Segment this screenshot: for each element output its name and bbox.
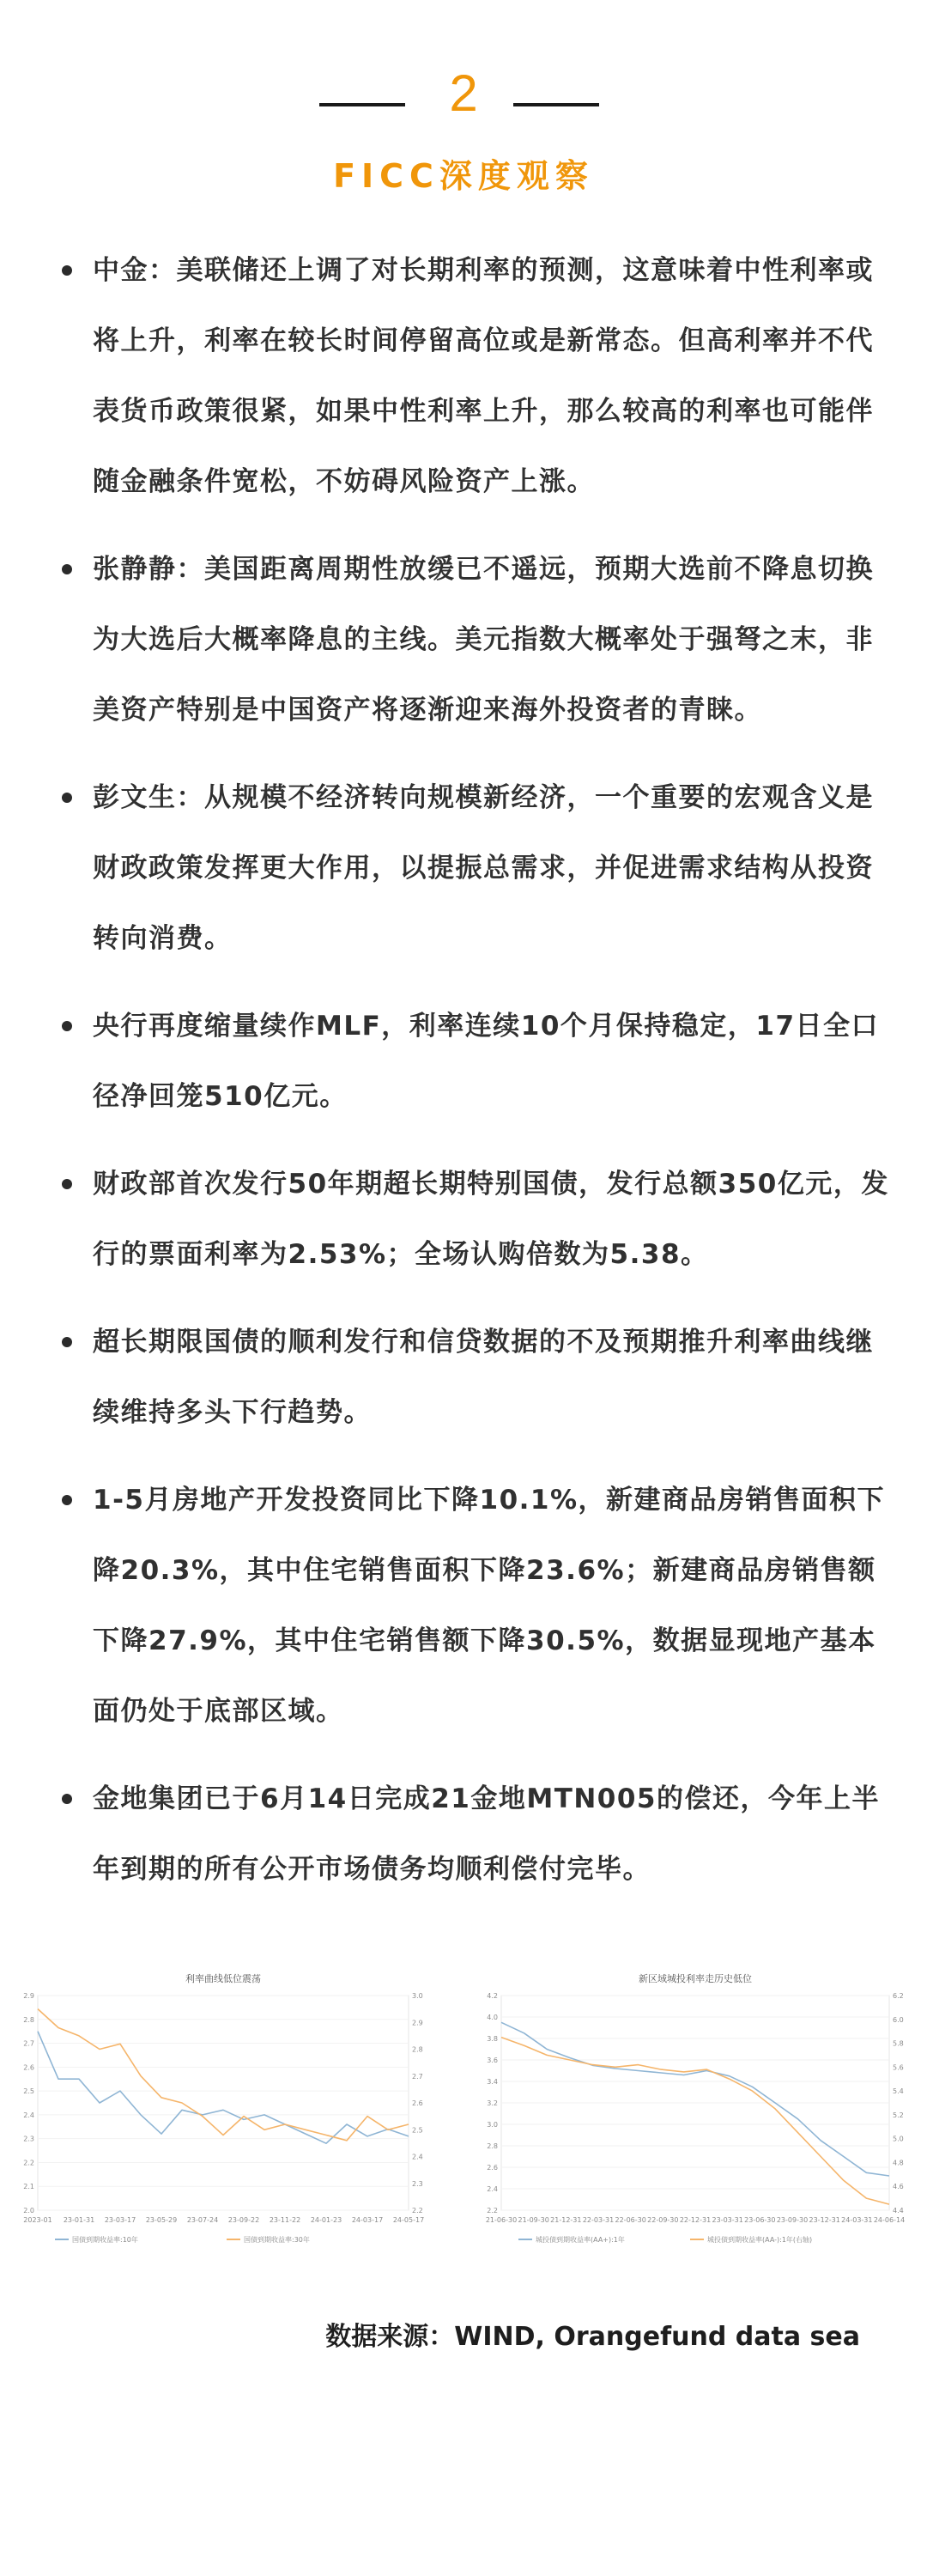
y-left-tick-label: 2.6: [23, 2063, 34, 2072]
list-item: [60, 1764, 893, 1905]
list-item-text: 超长期限国债的顺利发行和信贷数据的不及预期推升利率曲线继续维持多头下行趋势。: [93, 1327, 874, 1428]
x-tick-label: 23-07-24: [186, 2216, 219, 2224]
y-left-tick-label: 3.4: [487, 2078, 498, 2086]
y-left-tick-label: 2.1: [23, 2183, 34, 2191]
list-item: [60, 1465, 893, 1747]
plot-area: [38, 1996, 409, 2210]
y-left-tick-label: 2.2: [23, 2159, 34, 2167]
x-tick-label: 24-03-31: [841, 2216, 873, 2224]
bullet-icon: [62, 1794, 72, 1804]
y-left-tick-label: 2.0: [23, 2207, 34, 2215]
section-title: FICC深度观察: [333, 157, 594, 195]
y-right-tick-label: 4.4: [893, 2207, 904, 2215]
y-left-tick-label: 2.4: [487, 2185, 498, 2193]
y-left-tick-label: 2.2: [487, 2207, 498, 2215]
legend-label: 城投债到期收益率(AA-):1年(右轴): [707, 2236, 813, 2244]
list-item-text: 1-5月房地产开发投资同比下降10.1%，新建商品房销售面积下降20.3%，其中住宅销售面积下降23.6%；新建商品房销售额下降27.9%，其中住宅销售额下降30.5%，数据显现地产基本面仍处于底部区域。: [93, 1485, 886, 1727]
list-item: [60, 235, 893, 517]
chart-chengtou-rate: [472, 1966, 918, 2258]
x-tick-label: 24-06-14: [873, 2216, 906, 2224]
x-tick-label: 22-09-30: [647, 2216, 679, 2224]
series-line: [501, 2022, 889, 2176]
x-tick-label: 23-09-22: [227, 2216, 260, 2224]
x-tick-label: 22-03-31: [582, 2216, 615, 2224]
bullet-icon: [62, 265, 72, 276]
x-tick-label: 23-03-17: [104, 2216, 136, 2224]
list-item: [60, 534, 893, 745]
x-tick-label: 23-01-31: [63, 2216, 95, 2224]
y-right-tick-label: 2.4: [412, 2153, 423, 2161]
y-left-tick-label: 2.8: [487, 2142, 498, 2150]
y-left-tick-label: 2.5: [23, 2087, 34, 2096]
y-left-tick-label: 3.2: [487, 2099, 498, 2107]
y-right-tick-label: 5.4: [893, 2087, 904, 2096]
section-header: [0, 60, 927, 120]
list-item-text: 中金：美联储还上调了对长期利率的预测，这意味着中性利率或将上升，利率在较长时间停留高位或是新常态。但高利率并不代表货币政策很紧，如果中性利率上升，那么较高的利率也可能伴随金融条件宽松，不妨碍风险资产上涨。: [93, 255, 874, 497]
y-left-tick-label: 2.4: [23, 2111, 34, 2119]
list-item: [60, 1307, 893, 1448]
y-right-tick-label: 2.8: [412, 2045, 423, 2054]
legend-label: 国债到期收益率:30年: [244, 2236, 310, 2244]
y-right-tick-label: 3.0: [412, 1992, 423, 2000]
list-item: [60, 991, 893, 1132]
y-left-tick-label: 3.8: [487, 2035, 498, 2043]
y-right-tick-label: 5.8: [893, 2039, 904, 2048]
y-right-tick-label: 2.6: [412, 2099, 423, 2107]
y-left-tick-label: 2.6: [487, 2164, 498, 2172]
x-tick-label: 23-12-31: [809, 2216, 840, 2224]
bullet-icon: [62, 1495, 72, 1505]
news-list: [60, 235, 893, 1922]
chart-chengtou-rate-svg: [472, 1966, 918, 2258]
legend-label: 城投债到期收益率(AA+):1年: [536, 2236, 625, 2244]
legend-label: 国债到期收益率:10年: [72, 2236, 138, 2244]
bullet-icon: [62, 564, 72, 574]
y-left-tick-label: 3.0: [487, 2121, 498, 2129]
y-right-tick-label: 5.6: [893, 2063, 904, 2072]
x-tick-label: 24-05-17: [392, 2216, 425, 2224]
x-tick-label: 22-12-31: [679, 2216, 712, 2224]
bullet-icon: [62, 1021, 72, 1031]
list-item: [60, 762, 893, 974]
y-right-tick-label: 2.7: [412, 2072, 423, 2081]
y-right-tick-label: 6.0: [893, 2015, 904, 2024]
y-right-tick-label: 5.2: [893, 2111, 904, 2119]
x-tick-label: 24-01-23: [310, 2216, 342, 2224]
x-tick-label: 23-06-30: [744, 2216, 776, 2224]
y-right-tick-label: 2.9: [412, 2019, 423, 2027]
y-right-tick-label: 6.2: [893, 1992, 904, 2000]
x-tick-label: 23-05-29: [145, 2216, 178, 2224]
y-left-tick-label: 2.3: [23, 2135, 34, 2143]
bullet-icon: [62, 1179, 72, 1189]
list-item-text: 张静静：美国距离周期性放缓已不遥远，预期大选前不降息切换为大选后大概率降息的主线。美元指数大概率处于强弩之末，非美资产特别是中国资产将逐渐迎来海外投资者的青睐。: [93, 554, 874, 726]
y-right-tick-label: 4.8: [893, 2159, 904, 2167]
chart-rate-curve-svg: [9, 1966, 438, 2258]
header-divider-right: [513, 103, 599, 106]
list-item: [60, 1149, 893, 1290]
list-item-text: 央行再度缩量续作MLF，利率连续10个月保持稳定，17日全口径净回笼510亿元。: [93, 1011, 880, 1112]
chart-title: 新区域城投利率走历史低位: [639, 1973, 752, 1984]
y-left-tick-label: 4.2: [487, 1992, 498, 2000]
series-line: [501, 2038, 889, 2205]
bullet-icon: [62, 793, 72, 803]
x-tick-label: 21-09-30: [518, 2216, 549, 2224]
y-left-tick-label: 2.7: [23, 2039, 34, 2048]
y-left-tick-label: 2.9: [23, 1992, 34, 2000]
chart-rate-curve: [9, 1966, 438, 2258]
x-tick-label: 23-03-31: [712, 2216, 743, 2224]
x-tick-label: 2023-01: [23, 2216, 52, 2224]
list-item-text: 金地集团已于6月14日完成21金地MTN005的偿还，今年上半年到期的所有公开市场债务均顺利偿付完毕。: [93, 1783, 880, 1885]
list-item-text: 彭文生：从规模不经济转向规模新经济，一个重要的宏观含义是财政政策发挥更大作用，以提振总需求，并促进需求结构从投资转向消费。: [93, 782, 874, 954]
y-left-tick-label: 2.8: [23, 2015, 34, 2024]
y-right-tick-label: 2.3: [412, 2179, 423, 2188]
data-source: 数据来源：WIND, Orangefund data sea: [325, 2322, 860, 2352]
chart-title: 利率曲线低位震荡: [185, 1973, 261, 1984]
y-right-tick-label: 5.0: [893, 2135, 904, 2143]
x-tick-label: 21-06-30: [485, 2216, 518, 2224]
x-tick-label: 23-11-22: [269, 2216, 301, 2224]
y-left-tick-label: 3.6: [487, 2057, 498, 2064]
y-right-tick-label: 4.6: [893, 2183, 904, 2191]
series-line: [38, 2009, 409, 2141]
y-left-tick-label: 4.0: [487, 2014, 498, 2021]
list-item-text: 财政部首次发行50年期超长期特别国债，发行总额350亿元，发行的票面利率为2.53%；全场认购倍数为5.38。: [93, 1169, 889, 1270]
bullet-icon: [62, 1337, 72, 1347]
x-tick-label: 21-12-31: [550, 2216, 582, 2224]
y-right-tick-label: 2.2: [412, 2207, 423, 2215]
x-tick-label: 23-09-30: [776, 2216, 809, 2224]
y-right-tick-label: 2.5: [412, 2126, 423, 2135]
x-tick-label: 22-06-30: [615, 2216, 646, 2224]
section-number: 2: [449, 64, 478, 122]
series-line: [38, 2032, 409, 2144]
x-tick-label: 24-03-17: [351, 2216, 384, 2224]
